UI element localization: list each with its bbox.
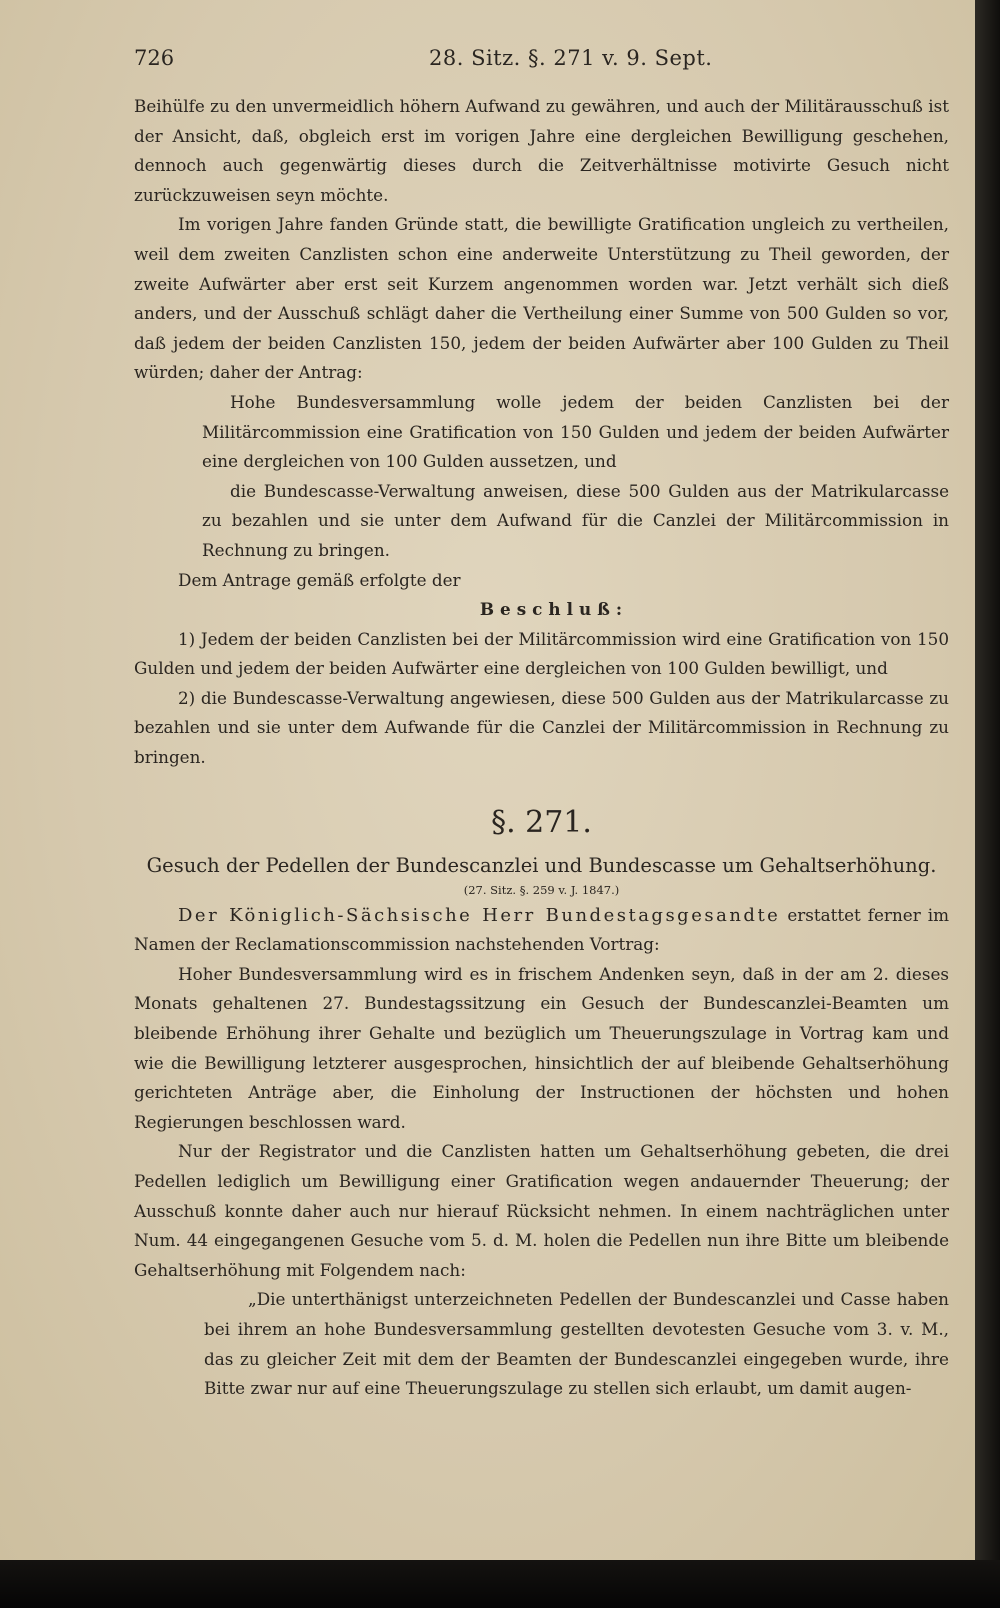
resolution-item: 1) Jedem der beiden Canzlisten bei der Militärcommission wird eine Gratification von 150 Gulden und jedem der beiden Aufwärter eine dergleichen von 100 Gulden bewilligt, und [134,628,949,679]
paragraph [134,901,949,960]
paragraph: Dem Antrage gemäß erfolgte der [178,569,461,590]
motion-text: die Bundescasse-Verwaltung anweisen, diese 500 Gulden aus der Matrikularcasse zu bezahlen und sie unter dem Aufwand für die Canzlei der Militärcommission in Rechnung zu bringen. [202,480,949,560]
quoted-letter: „Die unterthänigst unterzeichneten Pedellen der Bundescanzlei und Casse haben bei ihrem an hohe Bundesversammlung gestellten devotesten Gesuche vom 3. v. M., das zu gleicher Zeit mit dem der Beamten der Bundescanzlei eingegeben wurde, ihre Bitte zwar nur auf eine Theuerungszulage zu stellen sich erlaubt, um damit augen- [204,1289,949,1399]
speaker: Der Königlich-Sächsische Herr Bundestagsgesandte [178,904,781,926]
resolution-heading: Beschluß: [479,599,629,620]
section-reference: (27. Sitz. §. 259 v. J. 1847.) [463,882,620,897]
page-body [134,92,949,1404]
running-head: 28. Sitz. §. 271 v. 9. Sept. [429,46,713,70]
paragraph: Hoher Bundesversammlung wird es in frischem Andenken seyn, daß in der am 2. dieses Monats gehaltenen 27. Bundestagssitzung ein Gesuch der Bundescanzlei-Beamten um bleibende Erhöhung ihrer Gehalte und bezüglich um Theuerungszulage in Vortrag kam und wie die Bewilligung letzterer ausgesprochen, hinsichtlich der auf bleibende Gehaltserhöhung gerichteten Anträge aber, die Einholung der Instructionen der höchsten und hohen Regierungen beschlossen ward. [134,963,949,1132]
page-edge-shadow [975,0,1000,1608]
resolution-item: 2) die Bundescasse-Verwaltung angewiesen, diese 500 Gulden aus der Matrikularcasse zu bezahlen und sie unter dem Aufwande für die Canzlei der Militärcommission in Rechnung zu bringen. [134,687,949,768]
paragraph: Beihülfe zu den unvermeidlich höhern Aufwand zu gewähren, und auch der Militärausschuß ist der Ansicht, daß, obgleich erst im vorigen Jahre eine dergleichen Bewilligung geschehen, dennoch auch gegenwärtig dieses durch die Zeitverhältnisse motivirte Gesuch nicht zurückzuweisen seyn möchte. [134,96,949,205]
speaker-intro: erstattet ferner im Namen der Reclamationscommission nachstehenden Vortrag: [134,904,949,955]
section-number: §. 271. [491,804,592,840]
page-number: 726 [134,46,175,70]
scan-bottom-shadow [0,1560,1000,1608]
paragraph: Im vorigen Jahre fanden Gründe statt, die bewilligte Gratification ungleich zu vertheilen, weil dem zweiten Canzlisten schon eine anderweite Unterstützung zu Theil geworden, der zweite Aufwärter aber erst seit Kurzem angenommen worden war. Jetzt verhält sich dieß anders, und der Ausschuß schlägt daher die Vertheilung einer Summe von 500 Gulden so vor, daß jedem der beiden Canzlisten 150, jedem der beiden Aufwärter aber 100 Gulden zu Theil würden; daher der Antrag: [134,214,949,383]
motion-text: Hohe Bundesversammlung wolle jedem der beiden Canzlisten bei der Militärcommission eine Gratification von 150 Gulden und jedem der beiden Aufwärter eine dergleichen von 100 Gulden aussetzen, und [202,391,949,472]
paragraph: Nur der Registrator und die Canzlisten hatten um Gehaltserhöhung gebeten, die drei Pedellen lediglich um Bewilligung einer Gratification wegen andauernder Theuerung; der Ausschuß konnte daher auch nur hierauf Rücksicht nehmen. In einem nachträglichen unter Num. 44 eingegangenen Gesuche vom 5. d. M. holen die Pedellen nun ihre Bitte um bleibende Gehaltserhöhung mit Folgendem nach: [134,1141,949,1280]
section-title: Gesuch der Pedellen der Bundescanzlei und Bundescasse um Gehaltserhöhung. [146,853,937,877]
